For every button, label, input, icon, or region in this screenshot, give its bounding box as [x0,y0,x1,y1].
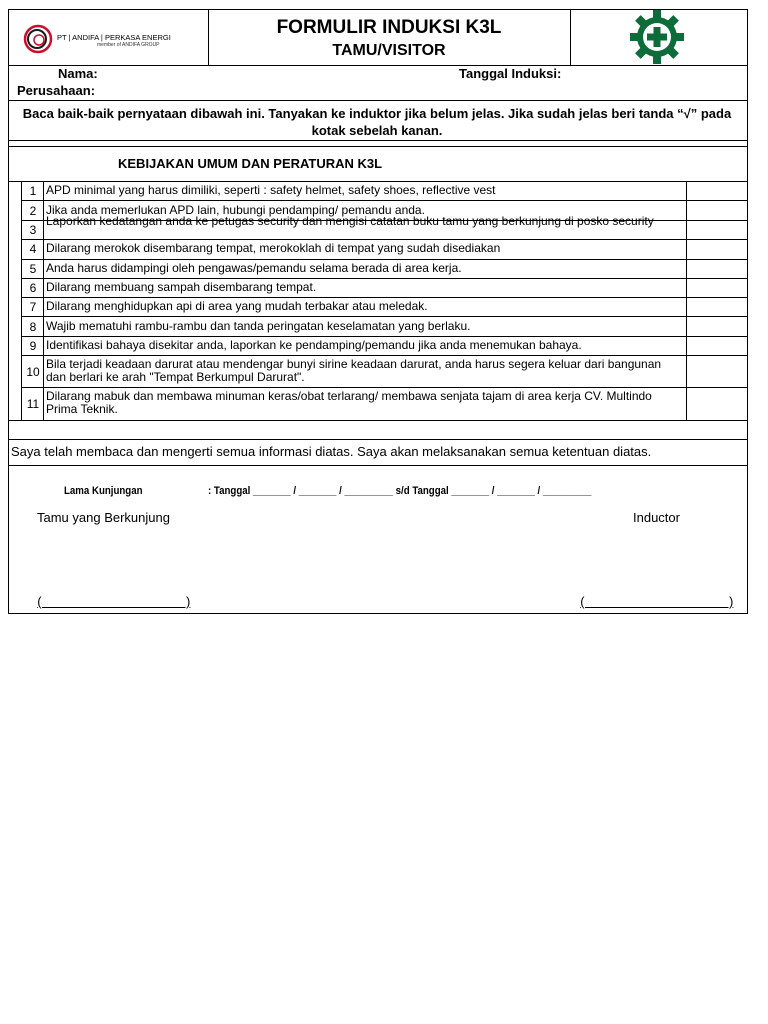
divider [8,65,748,66]
divider [8,439,748,440]
company-logo [9,9,208,65]
form-title-block [208,9,570,61]
rule-number: 7 [29,300,37,314]
inductor-signature-line[interactable]: ( ) [580,594,734,609]
check-box[interactable] [687,356,747,386]
rule-text: Identifikasi bahaya disekitar anda, laporkan ke pendamping/pemandu jika anda menemukan bahaya. [46,339,582,352]
inductor-signature-label: Inductor [633,510,680,525]
k3-emblem [570,9,747,65]
rule-number: 6 [29,281,37,295]
check-box[interactable] [687,388,747,419]
check-box[interactable] [687,337,747,354]
visitor-signature-label: Tamu yang Berkunjung [37,510,170,525]
logo-text: PT | ANDIFA | PERKASA ENERGI [57,33,171,42]
rule-number: 2 [29,204,37,218]
rule-text: Wajib mematuhi rambu-rambu dan tanda peringatan keselamatan yang berlaku. [46,320,471,333]
divider [8,146,748,147]
form-title: FORMULIR INDUKSI K3L [276,17,502,38]
check-box[interactable] [687,298,747,315]
check-box[interactable] [687,240,747,258]
rule-text: Dilarang membuang sampah disembarang tempat. [46,281,317,294]
check-box[interactable] [687,317,747,335]
check-box[interactable] [687,260,747,277]
check-box[interactable] [687,221,747,238]
rule-text: Jika anda memerlukan APD lain, hubungi pendamping/ pemandu anda. [46,204,425,217]
divider [8,140,748,141]
perusahaan-label: Perusahaan: [17,83,96,98]
instruction-text: Baca baik-baik pernyataan dibawah ini. Tanyakan ke induktor jika belum jelas. Jika sudah jelas beri tanda “√” pada kotak sebelah kanan. [22,106,732,138]
divider [8,181,748,182]
rule-number: 1 [29,184,37,198]
form-subtitle: TAMU/VISITOR [332,42,446,59]
rule-number: 11 [26,397,40,411]
rule-text: Laporkan kedatangan anda ke petugas security dan mengisi catatan buku tamu yang berkunjung di posko security [46,215,654,228]
lama-kunjungan-label: Lama Kunjungan [64,485,143,497]
statement-text: Saya telah membaca dan mengerti semua informasi diatas. Saya akan melaksanakan semua ketentuan diatas. [11,444,652,459]
rule-text: Anda harus didampingi oleh pengawas/pemandu selama berada di area kerja. [46,262,462,275]
rule-text: Dilarang menghidupkan api di area yang mudah terbakar atau meledak. [46,300,428,313]
rule-number: 10 [26,365,40,379]
visit-date-line[interactable]: : Tanggal _______ / _______ / _________ s/d Tanggal _______ / _______ / _________ [208,485,592,497]
rule-text: Dilarang merokok disembarang tempat, merokoklah di tempat yang sudah disediakan [46,242,501,255]
rule-number: 4 [29,242,37,256]
logo-subtext: member of ANDIFA GROUP [97,42,160,48]
rule-number: 9 [29,339,37,353]
check-box[interactable] [687,182,747,200]
rule-text: Dilarang mabuk dan membawa minuman keras/obat terlarang/ membawa senjata tajam di area kerja CV. Multindo Prima Teknik. [46,390,652,416]
check-box[interactable] [687,201,747,219]
divider [8,465,748,466]
safety-gear-cross-icon [570,9,747,65]
tanggal-induksi-label: Tanggal Induksi: [459,66,562,81]
divider [8,420,748,421]
nama-label: Nama: [58,66,98,81]
rule-number: 8 [29,320,37,334]
visitor-signature-line[interactable]: ( ) [37,594,191,609]
section-title: KEBIJAKAN UMUM DAN PERATURAN K3L [118,156,383,171]
divider [8,100,748,101]
rule-text: Bila terjadi keadaan darurat atau mendengar bunyi sirine keadaan darurat, anda harus segera keluar dari bangunan dan berlari ke arah "Tempat Berkumpul Darurat". [46,358,662,384]
check-box[interactable] [687,279,747,296]
rule-number: 3 [29,223,37,237]
rule-text: APD minimal yang harus dimiliki, seperti : safety helmet, safety shoes, reflective vest [46,184,496,197]
rule-number: 5 [29,262,37,276]
